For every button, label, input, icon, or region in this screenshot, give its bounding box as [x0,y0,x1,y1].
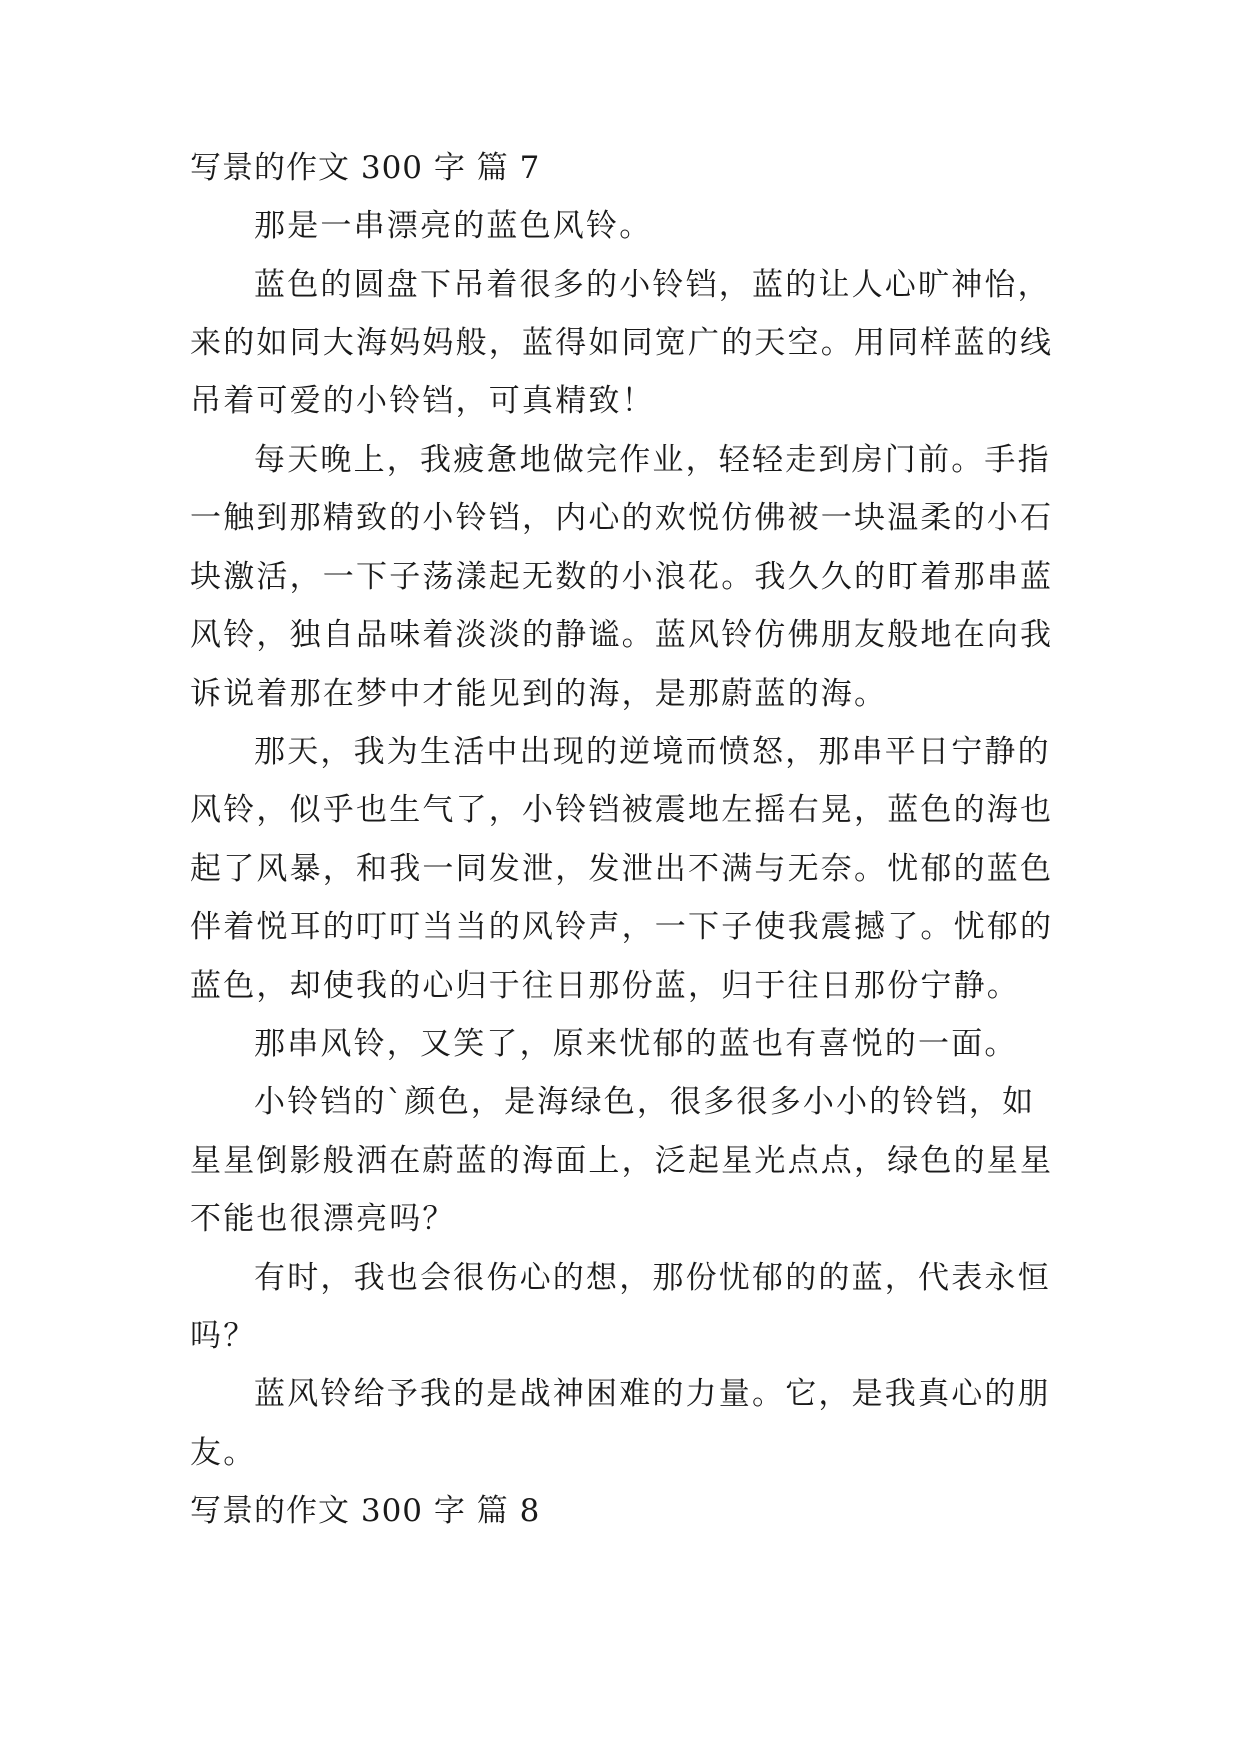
text-line: 友。 [190,1435,257,1471]
section-heading: 写景的作文 300 字 篇 7 [190,150,541,186]
text-line: 那是一串漂亮的蓝色风铃。 [254,208,653,244]
text-line: 一触到那精致的小铃铛，内心的欢悦仿佛被一块温柔的小石 [190,500,1054,536]
text-line: 吗？ [190,1318,257,1354]
text-line: 小铃铛的`颜色，是海绿色，很多很多小小的铃铛，如 [254,1084,1036,1120]
text-line: 风铃，似乎也生气了，小铃铛被震地左摇右晃，蓝色的海也 [190,792,1054,828]
text-line: 吊着可爱的小铃铛，可真精致！ [190,383,655,419]
text-line: 块激活，一下子荡漾起无数的小浪花。我久久的盯着那串蓝 [190,559,1054,595]
text-line: 那天，我为生活中出现的逆境而愤怒，那串平日宁静的 [254,734,1051,770]
text-line: 蓝色，却使我的心归于往日那份蓝，归于往日那份宁静。 [190,968,1020,1004]
text-line: 那串风铃，又笑了，原来忧郁的蓝也有喜悦的一面。 [254,1026,1018,1062]
text-line: 蓝色的圆盘下吊着很多的小铃铛，蓝的让人心旷神怡， [254,267,1051,303]
text-line: 有时，我也会很伤心的想，那份忧郁的的蓝，代表永恒 [254,1260,1051,1296]
text-line: 蓝风铃给予我的是战神困难的力量。它，是我真心的朋 [254,1376,1051,1412]
text-line: 每天晚上，我疲惫地做完作业，轻轻走到房门前。手指 [254,442,1051,478]
text-line: 来的如同大海妈妈般，蓝得如同宽广的天空。用同样蓝的线 [190,325,1054,361]
text-line: 不能也很漂亮吗？ [190,1201,456,1237]
text-line: 诉说着那在梦中才能见到的海，是那蔚蓝的海。 [190,676,888,712]
text-line: 起了风暴，和我一同发泄，发泄出不满与无奈。忧郁的蓝色 [190,851,1054,887]
text-line: 伴着悦耳的叮叮当当的风铃声，一下子使我震撼了。忧郁的 [190,909,1054,945]
text-line: 星星倒影般洒在蔚蓝的海面上，泛起星光点点，绿色的星星 [190,1143,1054,1179]
text-line: 风铃，独自品味着淡淡的静谧。蓝风铃仿佛朋友般地在向我 [190,617,1054,653]
section-heading: 写景的作文 300 字 篇 8 [190,1493,541,1529]
